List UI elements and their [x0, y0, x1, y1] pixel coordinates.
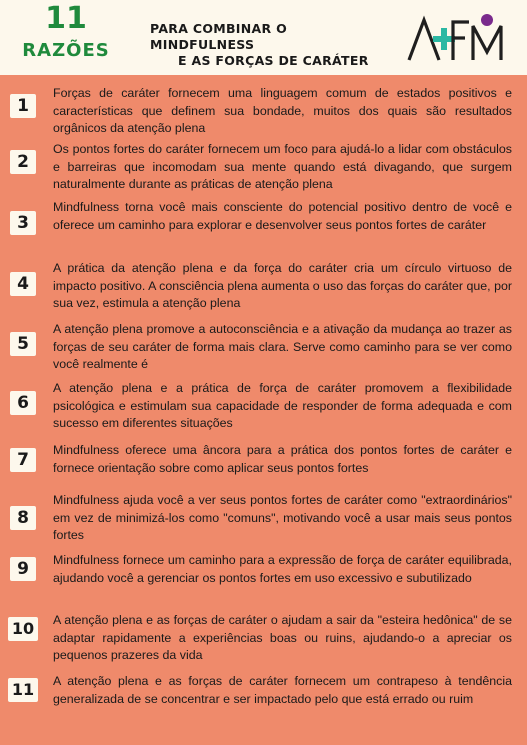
title-line-2: E AS FORÇAS DE CARÁTER	[178, 53, 369, 68]
item-text: Mindfulness torna você mais consciente do potencial positivo dentro de você e oferece um caminho para explorar e desenvolver seus pontos fortes de caráter	[53, 200, 512, 232]
item-text: Os pontos fortes do caráter fornecem um foco para ajudá-lo a lidar com obstáculos e barreiras que incomodam sua mente quando está divagando, que surgem naturalmente durante as práticas de atenção plena	[53, 142, 512, 191]
count-word: RAZÕES	[22, 40, 110, 61]
item-number: 9	[10, 557, 36, 581]
item-text: A atenção plena e a prática de força de caráter promovem a flexibilidade psicológica e estimulam sua capacidade de responder de forma adequada e com sucesso em diferentes situações	[53, 381, 512, 430]
item-number: 4	[10, 272, 36, 296]
item-text: Mindfulness oferece uma âncora para a prática dos pontos fortes de caráter e fornece orientação sobre como aplicar seus pontos fortes	[53, 443, 512, 475]
item-text: Mindfulness ajuda você a ver seus pontos fortes de caráter como "extraordinários" em vez de minimizá-los como "comuns", motivando você a usar mais seus pontos fortes	[53, 493, 512, 542]
item-number: 1	[10, 94, 36, 118]
item-text: A prática da atenção plena e da força do caráter cria um círculo virtuoso de impacto positivo. A consciência plena aumenta o uso das forças do caráter que, por sua vez, estimula a atenção plena	[53, 261, 512, 310]
title-line-1: PARA COMBINAR O MINDFULNESS	[150, 21, 287, 52]
item-number: 10	[8, 617, 38, 641]
item-text: Mindfulness fornece um caminho para a expressão de força de caráter equilibrada, ajudando você a gerenciar os pontos fortes em uso excessivo e subutilizado	[53, 553, 512, 585]
afm-logo	[407, 12, 509, 62]
count-number: 11	[45, 1, 87, 36]
item-number: 3	[10, 211, 36, 235]
item-number: 6	[10, 391, 36, 415]
item-text: A atenção plena e as forças de caráter o ajudam a sair da "esteira hedônica" de se adaptar rapidamente a experiências boas ou ruins, ajudando-o a apreciar os pequenos prazeres da vida	[53, 613, 512, 662]
item-number: 8	[10, 506, 36, 530]
item-text: A atenção plena promove a autoconsciência e a ativação da mudança ao trazer as forças de seu caráter de forma mais clara. Serve como caminho para se ver como você realmente é	[53, 322, 512, 371]
item-text: A atenção plena e as forças de caráter fornecem um contrapeso à tendência generalizada de se concentrar e ser impactado pelo que está errado ou ruim	[53, 674, 512, 706]
item-text: Forças de caráter fornecem uma linguagem comum de estados positivos e características que definem sua bondade, muitos dos quais são resultados orgânicos da atenção plena	[53, 86, 512, 135]
item-number: 5	[10, 332, 36, 356]
item-number: 7	[10, 448, 36, 472]
item-number: 11	[8, 678, 38, 702]
page-title	[150, 21, 380, 69]
item-number: 2	[10, 150, 36, 174]
header	[0, 0, 527, 75]
